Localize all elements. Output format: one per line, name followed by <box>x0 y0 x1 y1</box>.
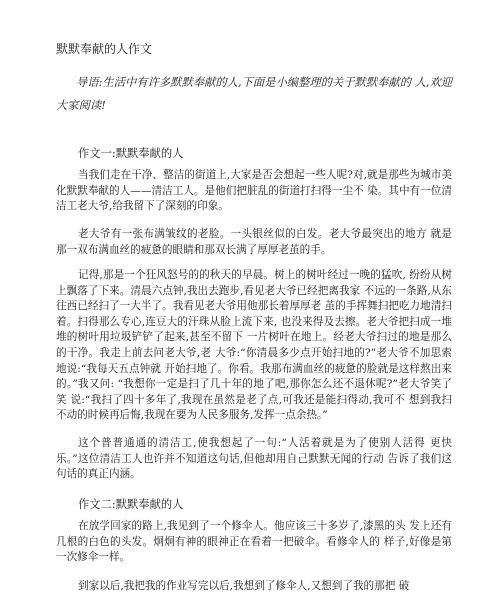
article-1-paragraph-2: 老大爷有一张布满皱纹的老脸。一头银丝似的白发。老大爷最突出的地方 就是那一双布满血丝的疲惫的眼睛和那双长满了厚厚老茧的手。 <box>56 228 452 256</box>
article-1-paragraph-1: 当我们走在干净、整洁的街道上,大家是否会想起一些人呢?对,就是那些为城市美化默默奉献的人——清洁工人。是他们把脏乱的街道打扫得一尘不 染。其中有一位清洁工老大爷,给我留下了深刻的印象。 <box>56 169 452 213</box>
intro-text: 导语:生活中有许多默默奉献的人,下面是小编整理的关于默默奉献的 人,欢迎大家阅读! <box>56 76 453 112</box>
document-title: 默默奉献的人作文 <box>56 42 153 56</box>
article-1-heading: 作文一:默默奉献的人 <box>78 147 184 160</box>
article-2-paragraph-2: 到家以后,我把我的作业写完以后,我想到了修伞人,又想到了我的那把 破 <box>78 580 410 592</box>
article-1-paragraph-3: 记得,那是一个狂风怒号的的秋天的早晨。树上的树叶经过一晚的猛吹, 纷纷从树上飘落了下来。清晨六点钟,我出去跑步,看见老大爷已经把离我家 不远的一条路,从东往西已经扫了一大半了。我看见老大爷用他那长着厚厚老 茧的手挥舞扫把吃力地清扫着。扫得那么专心,连豆大的汗珠从脸上流下来, 也没来得及去擦。老大爷把扫成一堆堆的树叶用垃圾铲铲了起来,甚至不留下 一片树叶在地上。经老大爷扫过的地是那么的干净。我走上前去问老大爷,老 大爷:“你清晨多少点开始扫地的?”老大爷不加思索地说:“我每天五点钟就 开始扫地了。你看。我那布满血丝的疲惫的脸就是这样熬出来的。”我又问: “我想你一定是扫了几十年的地了吧,那你怎么还不退休呢?”老大爷笑了笑 说:“我扫了四十多年了,我现在虽然是老了点,可我还是能扫得动,我可不 想到我扫不动的时候再后悔,我现在要为人民多服务,发挥一点余热。” <box>56 269 452 422</box>
article-1-paragraph-4: 这个普普通通的清洁工,使我想起了一句:“人活着就是为了使别人活得 更快乐。”这位清洁工人也许并不知道这句话,但他却用自己默默无闻的行动 告诉了我们这句话的真正内涵。 <box>56 437 452 481</box>
article-2-paragraph-1: 在放学回家的路上,我见到了一个修伞人。他应该三十多岁了,漆黑的头 发上还有几根的白色的头发。炯炯有神的眼神正在看着一把破伞。看修伞人的 样子,好像是第一次修伞一样。 <box>56 520 452 564</box>
article-2-heading: 作文二:默默奉献的人 <box>78 498 184 511</box>
